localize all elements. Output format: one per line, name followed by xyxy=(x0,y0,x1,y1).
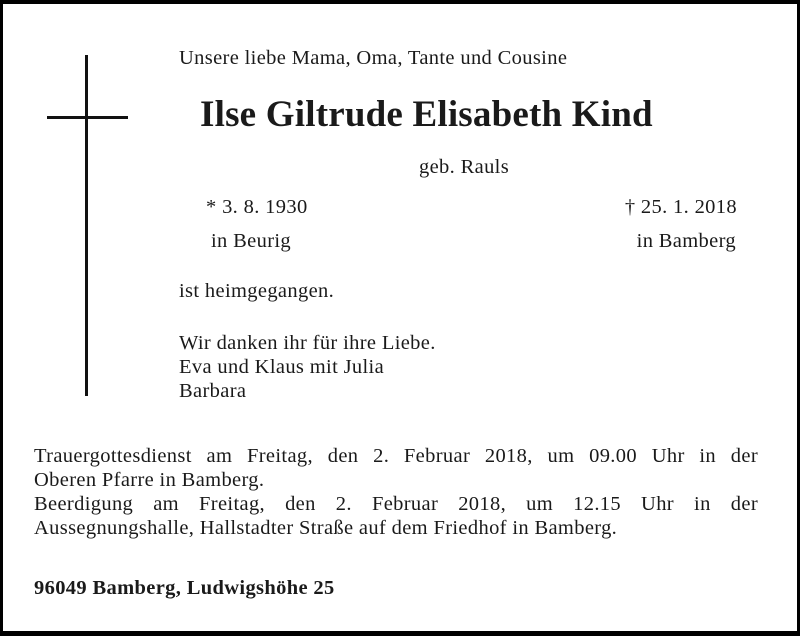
maiden-name: geb. Rauls xyxy=(419,156,510,178)
death-date: † 25. 1. 2018 xyxy=(624,196,737,218)
service-line: Trauergottesdienst am Freitag, den 2. Februar 2018, um 09.00 Uhr in der xyxy=(34,445,758,467)
thanks-line: Wir danken ihr für ihre Liebe. xyxy=(179,332,436,354)
burial-line: Beerdigung am Freitag, den 2. Februar 2018, um 12.15 Uhr in der xyxy=(34,493,758,515)
family-line: Barbara xyxy=(179,380,247,402)
birth-date: * 3. 8. 1930 xyxy=(206,196,308,218)
obituary-notice xyxy=(3,4,797,631)
intro-text: Unsere liebe Mama, Oma, Tante und Cousine xyxy=(179,47,568,69)
family-line: Eva und Klaus mit Julia xyxy=(179,356,385,378)
cross-icon xyxy=(85,55,88,396)
death-place: in Bamberg xyxy=(636,230,736,252)
deceased-name: Ilse Giltrude Elisabeth Kind xyxy=(200,94,653,135)
birth-place: in Beurig xyxy=(211,230,292,252)
address: 96049 Bamberg, Ludwigshöhe 25 xyxy=(34,577,335,599)
cross-icon-bar xyxy=(47,116,128,119)
burial-line: Aussegnungshalle, Hallstadter Straße auf dem Friedhof in Bamberg. xyxy=(34,517,618,539)
service-line: Oberen Pfarre in Bamberg. xyxy=(34,469,265,491)
passed-text: ist heimgegangen. xyxy=(179,280,335,302)
